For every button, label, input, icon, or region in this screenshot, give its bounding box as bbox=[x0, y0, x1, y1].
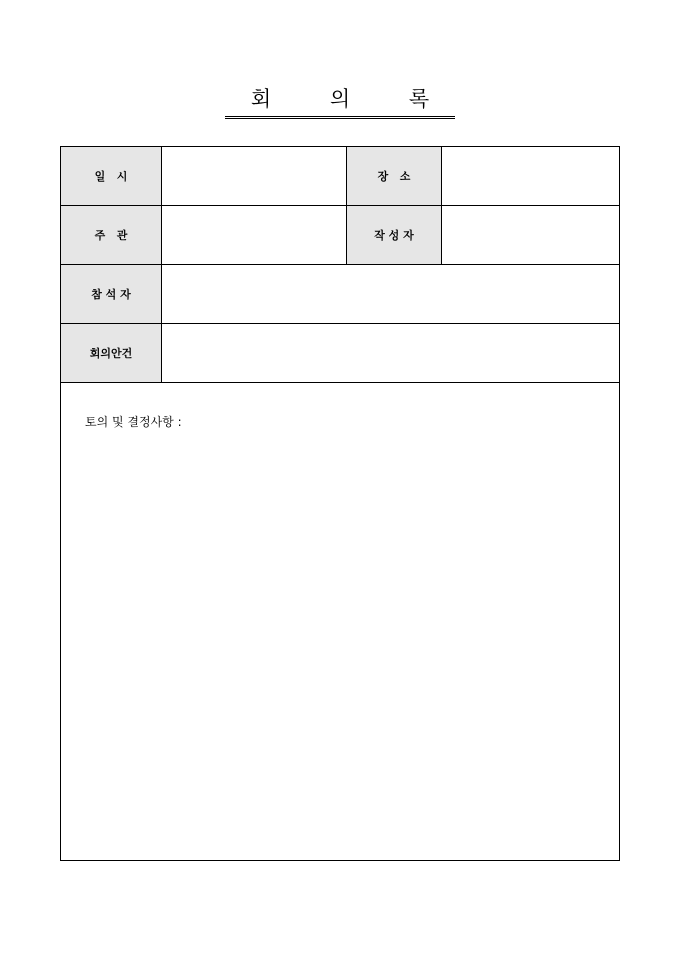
date-label: 일 시 bbox=[61, 147, 162, 206]
attendees-label: 참 석 자 bbox=[61, 265, 162, 324]
title-container bbox=[0, 86, 680, 119]
form-row-notes bbox=[61, 383, 620, 861]
notes-area[interactable] bbox=[61, 383, 620, 861]
notes-label: 토의 및 결정사항 : bbox=[85, 415, 182, 429]
agenda-label: 회의안건 bbox=[61, 324, 162, 383]
form-row-agenda bbox=[61, 324, 620, 383]
host-label: 주 관 bbox=[61, 206, 162, 265]
agenda-field[interactable] bbox=[162, 324, 620, 383]
form-row-host-author bbox=[61, 206, 620, 265]
meeting-minutes-form bbox=[60, 146, 620, 861]
date-field[interactable] bbox=[162, 147, 347, 206]
document-title: 회 의 록 bbox=[225, 86, 455, 119]
attendees-field[interactable] bbox=[162, 265, 620, 324]
host-field[interactable] bbox=[162, 206, 347, 265]
author-field[interactable] bbox=[442, 206, 620, 265]
author-label: 작 성 자 bbox=[347, 206, 442, 265]
form-row-attendees bbox=[61, 265, 620, 324]
place-label: 장 소 bbox=[347, 147, 442, 206]
place-field[interactable] bbox=[442, 147, 620, 206]
form-row-date-place bbox=[61, 147, 620, 206]
